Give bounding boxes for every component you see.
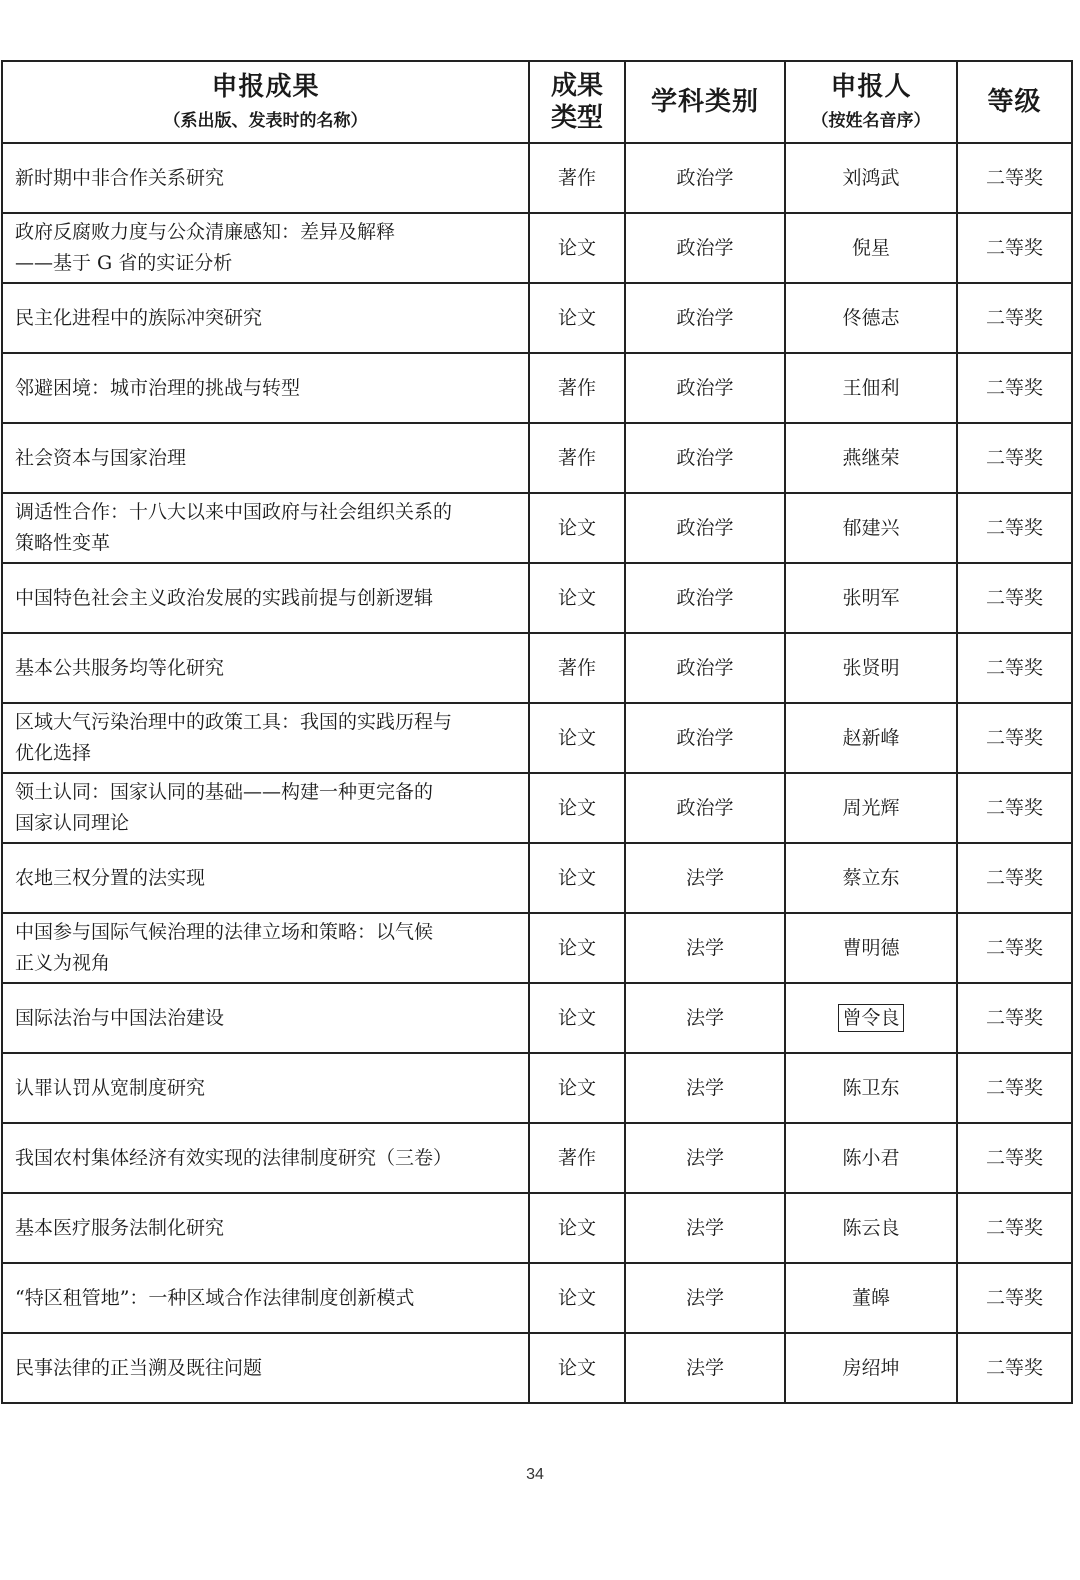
cell-title	[2, 633, 529, 703]
cell-grade	[957, 1263, 1072, 1333]
cell-type-text: 论文	[557, 1356, 596, 1379]
cell-discipline-text: 法学	[685, 866, 724, 889]
cell-title	[2, 353, 529, 423]
awards-table	[1, 60, 1073, 1404]
cell-applicant-text: 张明军	[842, 586, 900, 609]
header-grade: 等级	[987, 87, 1042, 117]
table-row	[2, 353, 1072, 423]
cell-discipline-text: 法学	[685, 1006, 724, 1029]
cell-applicant	[785, 983, 957, 1053]
cell-type-text: 著作	[557, 166, 596, 189]
title-line: 社会资本与国家治理	[15, 446, 187, 469]
cell-grade	[957, 1193, 1072, 1263]
cell-discipline-text: 政治学	[676, 656, 734, 679]
cell-applicant-text: 赵新峰	[842, 726, 900, 749]
cell-grade-text: 二等奖	[985, 306, 1043, 329]
cell-discipline	[625, 773, 785, 843]
cell-applicant	[785, 843, 957, 913]
cell-grade	[957, 423, 1072, 493]
cell-type	[529, 213, 625, 283]
cell-discipline-text: 政治学	[676, 516, 734, 539]
header-title-cell	[2, 61, 529, 143]
cell-type-text: 论文	[557, 1006, 596, 1029]
cell-applicant	[785, 493, 957, 563]
cell-applicant	[785, 1193, 957, 1263]
title-line: 政府反腐败力度与公众清廉感知：差异及解释	[15, 221, 396, 243]
title-line: 基本医疗服务法制化研究	[15, 1216, 225, 1239]
cell-applicant	[785, 1263, 957, 1333]
cell-discipline-text: 政治学	[676, 306, 734, 329]
cell-applicant	[785, 423, 957, 493]
header-grade-cell	[957, 61, 1072, 143]
cell-discipline	[625, 213, 785, 283]
cell-type	[529, 1123, 625, 1193]
header-applicant-sub: （按姓名音序）	[811, 111, 931, 131]
cell-grade	[957, 1333, 1072, 1403]
cell-type	[529, 773, 625, 843]
title-line: 民事法律的正当溯及既往问题	[15, 1356, 263, 1379]
header-type-line1: 成果	[550, 71, 603, 101]
cell-grade-text: 二等奖	[985, 866, 1043, 889]
title-line: 区域大气污染治理中的政策工具：我国的实践历程与	[15, 711, 453, 733]
header-discipline: 学科类别	[650, 87, 759, 117]
cell-type-text: 论文	[557, 586, 596, 609]
table-row	[2, 1263, 1072, 1333]
cell-applicant-text: 周光辉	[842, 796, 900, 819]
cell-grade-text: 二等奖	[985, 936, 1043, 959]
cell-grade	[957, 353, 1072, 423]
cell-type	[529, 1193, 625, 1263]
cell-type	[529, 633, 625, 703]
cell-applicant	[785, 913, 957, 983]
cell-grade-text: 二等奖	[985, 586, 1043, 609]
title-line: 正义为视角	[15, 952, 111, 974]
table-row	[2, 1333, 1072, 1403]
cell-title	[2, 423, 529, 493]
title-line: ——基于 G 省的实证分析	[15, 252, 233, 274]
table-row	[2, 703, 1072, 773]
cell-discipline	[625, 1053, 785, 1123]
cell-type-text: 著作	[557, 1146, 596, 1169]
cell-applicant	[785, 1123, 957, 1193]
cell-title	[2, 1053, 529, 1123]
cell-applicant-text: 倪星	[851, 236, 890, 259]
title-line: 领土认同：国家认同的基础——构建一种更完备的	[15, 781, 434, 803]
cell-applicant	[785, 283, 957, 353]
table-header-row	[2, 61, 1072, 143]
title-line: 中国特色社会主义政治发展的实践前提与创新逻辑	[15, 586, 434, 609]
cell-title	[2, 983, 529, 1053]
header-title-main: 申报成果	[211, 72, 320, 102]
cell-grade	[957, 843, 1072, 913]
cell-title	[2, 1123, 529, 1193]
cell-discipline-text: 政治学	[676, 236, 734, 259]
cell-grade-text: 二等奖	[985, 516, 1043, 539]
cell-grade-text: 二等奖	[985, 446, 1043, 469]
cell-type-text: 论文	[557, 726, 596, 749]
cell-grade	[957, 983, 1072, 1053]
table-row	[2, 563, 1072, 633]
cell-type-text: 著作	[557, 376, 596, 399]
title-line: 中国参与国际气候治理的法律立场和策略：以气候	[15, 921, 434, 943]
cell-discipline	[625, 983, 785, 1053]
cell-discipline	[625, 423, 785, 493]
cell-grade	[957, 143, 1072, 213]
cell-grade	[957, 1053, 1072, 1123]
cell-type	[529, 703, 625, 773]
title-line: 认罪认罚从宽制度研究	[15, 1076, 206, 1099]
cell-type	[529, 353, 625, 423]
cell-grade-text: 二等奖	[985, 1286, 1043, 1309]
cell-type-text: 论文	[557, 796, 596, 819]
cell-grade	[957, 563, 1072, 633]
cell-type	[529, 493, 625, 563]
cell-title	[2, 283, 529, 353]
cell-grade-text: 二等奖	[985, 1006, 1043, 1029]
title-line: 基本公共服务均等化研究	[15, 656, 225, 679]
cell-discipline	[625, 843, 785, 913]
table-row	[2, 773, 1072, 843]
cell-type	[529, 843, 625, 913]
cell-applicant-text: 蔡立东	[842, 866, 900, 889]
cell-applicant-text: 郁建兴	[842, 516, 900, 539]
cell-type-text: 论文	[557, 1286, 596, 1309]
title-line: 优化选择	[15, 742, 92, 764]
cell-discipline	[625, 283, 785, 353]
cell-applicant-text: 张贤明	[842, 656, 900, 679]
cell-title	[2, 913, 529, 983]
table-row	[2, 1123, 1072, 1193]
cell-discipline	[625, 563, 785, 633]
table-row	[2, 143, 1072, 213]
table-row	[2, 843, 1072, 913]
cell-grade	[957, 703, 1072, 773]
cell-applicant	[785, 143, 957, 213]
title-line: 新时期中非合作关系研究	[15, 166, 225, 189]
table-row	[2, 213, 1072, 283]
table-row	[2, 493, 1072, 563]
cell-discipline	[625, 1263, 785, 1333]
cell-type-text: 论文	[557, 866, 596, 889]
cell-type-text: 论文	[557, 936, 596, 959]
cell-type	[529, 143, 625, 213]
cell-grade-text: 二等奖	[985, 1216, 1043, 1239]
table-row	[2, 1053, 1072, 1123]
cell-grade-text: 二等奖	[985, 376, 1043, 399]
cell-type-text: 论文	[557, 306, 596, 329]
cell-grade	[957, 913, 1072, 983]
cell-applicant	[785, 703, 957, 773]
cell-discipline	[625, 493, 785, 563]
title-line: 调适性合作：十八大以来中国政府与社会组织关系的	[15, 501, 453, 523]
cell-applicant-text: 燕继荣	[842, 446, 900, 469]
header-type-line2: 类型	[550, 103, 603, 133]
cell-applicant-text: 佟德志	[842, 306, 900, 329]
cell-grade-text: 二等奖	[985, 236, 1043, 259]
cell-type-text: 论文	[557, 1076, 596, 1099]
cell-type	[529, 983, 625, 1053]
table-row	[2, 283, 1072, 353]
cell-type-text: 著作	[557, 446, 596, 469]
title-line: “特区租管地”：一种区域合作法律制度创新模式	[15, 1286, 415, 1309]
cell-discipline	[625, 633, 785, 703]
cell-title	[2, 1333, 529, 1403]
cell-discipline-text: 政治学	[676, 446, 734, 469]
cell-applicant-text: 曹明德	[842, 936, 900, 959]
header-applicant-main: 申报人	[830, 72, 912, 102]
cell-title	[2, 563, 529, 633]
cell-title	[2, 143, 529, 213]
cell-grade-text: 二等奖	[985, 656, 1043, 679]
cell-applicant	[785, 1333, 957, 1403]
cell-applicant	[785, 353, 957, 423]
cell-type-text: 论文	[557, 516, 596, 539]
cell-discipline-text: 政治学	[676, 796, 734, 819]
cell-type-text: 论文	[557, 236, 596, 259]
cell-discipline-text: 政治学	[676, 376, 734, 399]
cell-grade	[957, 633, 1072, 703]
table-row	[2, 423, 1072, 493]
cell-discipline-text: 政治学	[676, 726, 734, 749]
cell-type	[529, 1053, 625, 1123]
cell-type	[529, 283, 625, 353]
cell-applicant-text: 董皞	[851, 1286, 890, 1309]
cell-title	[2, 213, 529, 283]
cell-discipline	[625, 1193, 785, 1263]
table-row	[2, 633, 1072, 703]
cell-title	[2, 703, 529, 773]
cell-applicant	[785, 563, 957, 633]
cell-applicant-text: 陈小君	[842, 1146, 900, 1169]
cell-type-text: 著作	[557, 656, 596, 679]
cell-grade	[957, 773, 1072, 843]
title-line: 策略性变革	[15, 532, 111, 554]
header-applicant-cell	[785, 61, 957, 143]
cell-grade	[957, 213, 1072, 283]
cell-grade-text: 二等奖	[985, 1076, 1043, 1099]
cell-type	[529, 1333, 625, 1403]
cell-title	[2, 493, 529, 563]
cell-grade-text: 二等奖	[985, 1146, 1043, 1169]
table-row	[2, 1193, 1072, 1263]
cell-discipline	[625, 353, 785, 423]
page-number: 34	[526, 1466, 544, 1483]
cell-applicant-text: 曾令良	[838, 1004, 903, 1032]
cell-applicant-text: 陈云良	[842, 1216, 900, 1239]
cell-grade-text: 二等奖	[985, 796, 1043, 819]
title-line: 邻避困境：城市治理的挑战与转型	[15, 376, 301, 399]
cell-discipline-text: 政治学	[676, 586, 734, 609]
cell-applicant	[785, 1053, 957, 1123]
cell-discipline	[625, 1333, 785, 1403]
cell-applicant	[785, 213, 957, 283]
cell-discipline	[625, 143, 785, 213]
cell-applicant	[785, 773, 957, 843]
table-row	[2, 983, 1072, 1053]
header-discipline-cell	[625, 61, 785, 143]
cell-grade-text: 二等奖	[985, 1356, 1043, 1379]
cell-discipline-text: 法学	[685, 1146, 724, 1169]
cell-title	[2, 773, 529, 843]
title-line: 国家认同理论	[15, 812, 130, 834]
cell-type	[529, 423, 625, 493]
cell-discipline	[625, 1123, 785, 1193]
table-body	[2, 143, 1072, 1403]
title-line: 国际法治与中国法治建设	[15, 1006, 225, 1029]
cell-type	[529, 913, 625, 983]
cell-grade	[957, 1123, 1072, 1193]
cell-discipline	[625, 703, 785, 773]
header-title-sub: （系出版、发表时的名称）	[163, 111, 368, 131]
cell-type	[529, 1263, 625, 1333]
cell-applicant-text: 陈卫东	[842, 1076, 900, 1099]
cell-title	[2, 1263, 529, 1333]
cell-applicant	[785, 633, 957, 703]
cell-discipline	[625, 913, 785, 983]
cell-grade	[957, 493, 1072, 563]
cell-applicant-text: 房绍坤	[842, 1356, 900, 1379]
cell-title	[2, 843, 529, 913]
cell-grade-text: 二等奖	[985, 166, 1043, 189]
title-line: 农地三权分置的法实现	[15, 866, 206, 889]
cell-discipline-text: 政治学	[676, 166, 734, 189]
cell-applicant-text: 刘鸿武	[842, 166, 900, 189]
cell-discipline-text: 法学	[685, 1216, 724, 1239]
cell-discipline-text: 法学	[685, 1286, 724, 1309]
table-row	[2, 913, 1072, 983]
cell-discipline-text: 法学	[685, 1076, 724, 1099]
cell-applicant-text: 王佃利	[842, 376, 900, 399]
cell-type-text: 论文	[557, 1216, 596, 1239]
cell-grade	[957, 283, 1072, 353]
cell-grade-text: 二等奖	[985, 726, 1043, 749]
header-type-cell	[529, 61, 625, 143]
cell-title	[2, 1193, 529, 1263]
cell-discipline-text: 法学	[685, 1356, 724, 1379]
title-line: 民主化进程中的族际冲突研究	[15, 306, 263, 329]
cell-type	[529, 563, 625, 633]
cell-discipline-text: 法学	[685, 936, 724, 959]
title-line: 我国农村集体经济有效实现的法律制度研究（三卷）	[15, 1146, 453, 1169]
